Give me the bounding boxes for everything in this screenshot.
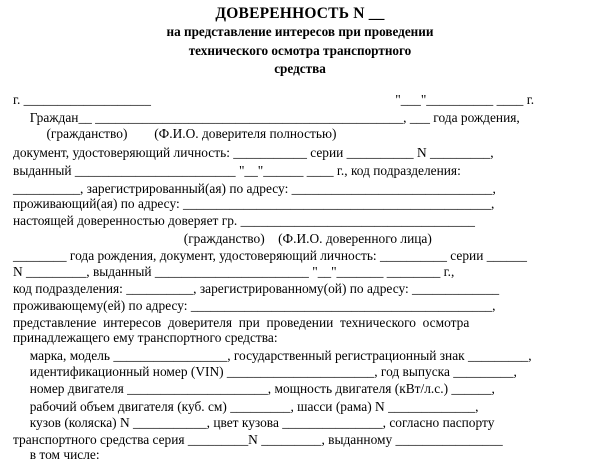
- body-line-issued-by: выданный ________________________ "__"______ ____ г., код подразделения:: [13, 163, 461, 178]
- document-subtitle-line-2: технического осмотра транспортного: [188, 43, 412, 58]
- body-line-residence-address: проживающий(ая) по адресу: ______________________________________________,: [13, 196, 495, 211]
- body-line-representation: представление интересов доверителя при проведении технического осмотра: [13, 315, 470, 330]
- body-line-vehicle-passport: транспортного средства серия _________N _________, выданному ________________: [13, 432, 503, 447]
- body-line-id-document: документ, удостоверяющий личность: ___________ серии __________ N _________,: [13, 145, 494, 160]
- document-subtitle-line-1: на представление интересов при проведении: [166, 24, 434, 39]
- body-line-make-model: марка, модель _________________, государственный регистрационный знак _________,: [13, 348, 532, 363]
- body-line-trustee-id: ________ года рождения, документ, удостоверяющий личность: __________ серии ______: [13, 248, 527, 263]
- body-line-registered-address: __________, зарегистрированный(ая) по адресу: ______________________________,: [13, 181, 496, 196]
- body-line-citizen: Граждан__ ______________________________________________, ___ года рождения,: [13, 110, 520, 125]
- body-line-trust-to: настоящей доверенностью доверяет гр. ___________________________________: [13, 213, 475, 228]
- body-line-city-date: г. ___________________ "___"__________ ____ г.: [13, 92, 535, 107]
- body-line-trustee-registered: код подразделения: __________, зарегистрированному(ой) по адресу: _____________: [13, 281, 500, 296]
- body-line-citizen-caption: (гражданство) (Ф.И.О. доверителя полностью): [13, 126, 337, 141]
- body-line-trustee-caption: (гражданство) (Ф.И.О. доверенного лица): [13, 231, 432, 246]
- body-line-engine: номер двигателя _____________________, мощность двигателя (кВт/л.с.) ______,: [13, 381, 495, 396]
- document-subtitle-line-3: средства: [274, 61, 326, 76]
- body-line-including: в том числе:: [13, 447, 100, 462]
- body-line-vin: идентификационный номер (VIN) ______________________, год выпуска _________,: [13, 364, 517, 379]
- body-line-trustee-issued: N _________, выданный _______________________ "__"_______ ________ г.,: [13, 264, 455, 279]
- body-line-vehicle-owned: принадлежащего ему транспортного средства:: [13, 330, 278, 345]
- body-line-body: кузов (коляска) N ___________, цвет кузова _______________, согласно паспорту: [13, 415, 495, 430]
- body-line-displacement: рабочий объем двигателя (куб. см) _________, шасси (рама) N _____________,: [13, 399, 479, 414]
- body-line-trustee-residence: проживающему(ей) по адресу: _____________________________________________,: [13, 298, 496, 313]
- document-title: ДОВЕРЕННОСТЬ N __: [215, 5, 385, 22]
